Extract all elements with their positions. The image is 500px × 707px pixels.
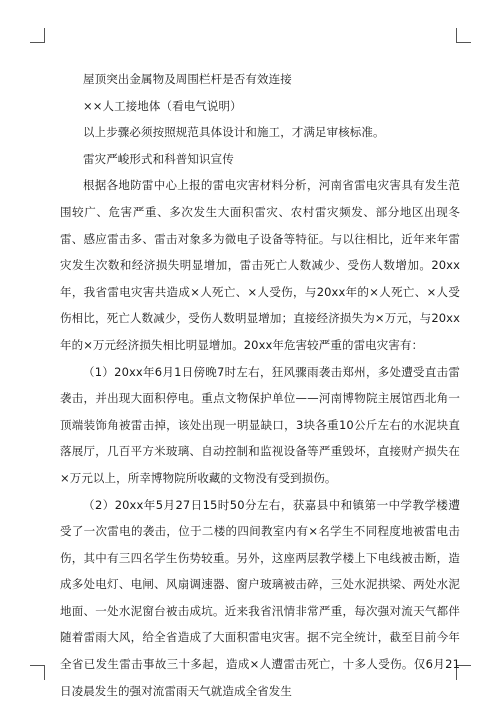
crop-mark-top-left [30,28,45,43]
paragraph-grounding: ××人工接地体（看电气说明） [83,98,242,113]
document-body [60,66,460,704]
paragraph-analysis: 根据各地防雷中心上报的雷电灾害材料分析，河南省雷电灾害具有发生范围较广、危害严重、多次发生大面积雷灾、农村雷灾频发、部分地区出现冬雷、感应雷击多、雷击对象多为微电子设备等特征。与以往相比，近年来年雷灾发生次数和经济损失明显增加，雷击死亡人数减少、受伤人数增加。20xx年，我省雷电灾害共造成×人死亡、×人受伤，与20xx年的×人死亡、×人受伤相比，死亡人数减少，受伤人数明显增加；直接经济损失为×万元，与20xx年的×万元经济损失相比明显增加。20xx年危害较严重的雷电灾害有： [60,178,460,352]
paragraph-standards: 以上步骤必须按照规范具体设计和施工，才满足审核标准。 [83,125,385,140]
crop-mark-top-right [456,28,471,43]
section-heading: 雷灾严峻形式和科普知识宣传 [83,151,234,166]
paragraph-roof-metal-check: 屋顶突出金属物及周围栏杆是否有效连接 [83,72,292,86]
crop-mark-bottom-left [30,665,45,680]
paragraph-case-1: （1）20xx年6月1日傍晚7时左右，狂风骤雨袭击郑州，多处遭受直击雷袭击，并出现大面积停电。重点文物保护单位——河南博物院主展馆西北角一顶端装饰角被雷击掉，该处出现一明显缺口，3块各重10公斤左右的水泥块直落展厅，几百平方米玻璃、自动控制和监视设备等严重毁坏，直接财产损失在×万元以上，所幸博物院所收藏的文物没有受到损伤。 [60,364,460,485]
paragraph-case-2: （2）20xx年5月27日15时50分左右，获嘉县中和镇第一中学教学楼遭受了一次雷电的袭击，位于二楼的四间教室内有×名学生不同程度地被雷电击伤，其中有三四名学生伤势较重。另外，这座两层教学楼上下电线被击断，造成多处电灯、电闸、风扇调速器、窗户玻璃被击碎，三处水泥拱梁、两处水泥地面、一处水泥窗台被击成坑。近来我省汛情非常严重，每次强对流天气都伴随着雷雨大风，给全省造成了大面积雷电灾害。据不完全统计，截至目前今年全省已发生雷击事故三十多起，造成×人遭雷击死亡，十多人受伤。仅6月21日凌晨发生的强对流雷雨天气就造成全省发生 [60,497,460,698]
